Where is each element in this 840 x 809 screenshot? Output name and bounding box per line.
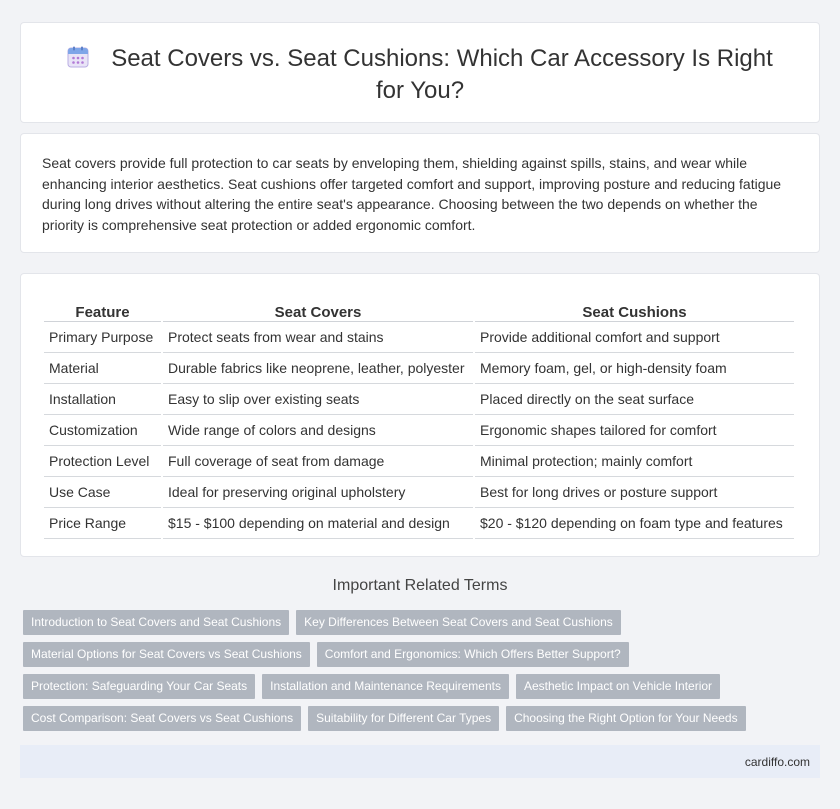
related-tag[interactable]: Protection: Safeguarding Your Car Seats	[23, 674, 255, 699]
related-tag[interactable]: Introduction to Seat Covers and Seat Cushions	[23, 610, 289, 635]
related-tags-row	[23, 642, 629, 667]
table-row	[44, 477, 794, 508]
related-terms-heading: Important Related Terms	[332, 577, 508, 594]
calendar-icon	[67, 46, 89, 68]
feature-cell: Primary Purpose	[44, 322, 161, 353]
seat-cushions-cell: Best for long drives or posture support	[475, 477, 794, 508]
feature-cell: Protection Level	[44, 446, 161, 477]
seat-covers-cell: Full coverage of seat from damage	[163, 446, 473, 477]
seat-covers-cell: Ideal for preserving original upholstery	[163, 477, 473, 508]
table-row	[44, 508, 794, 539]
seat-covers-cell: Easy to slip over existing seats	[163, 384, 473, 415]
related-tags-row	[23, 706, 746, 731]
table-header-row	[44, 294, 794, 322]
title-card	[20, 22, 820, 123]
related-tag[interactable]: Cost Comparison: Seat Covers vs Seat Cushions	[23, 706, 301, 731]
related-tag[interactable]: Material Options for Seat Covers vs Seat Cushions	[23, 642, 310, 667]
related-tag[interactable]: Comfort and Ergonomics: Which Offers Better Support?	[317, 642, 629, 667]
seat-covers-cell: Wide range of colors and designs	[163, 415, 473, 446]
table-row	[44, 353, 794, 384]
feature-cell: Use Case	[44, 477, 161, 508]
related-tag[interactable]: Choosing the Right Option for Your Needs	[506, 706, 745, 731]
table-row	[44, 446, 794, 477]
related-tag[interactable]: Aesthetic Impact on Vehicle Interior	[516, 674, 720, 699]
page-title: Seat Covers vs. Seat Cushions: Which Car Accessory Is Right for You?	[111, 45, 773, 104]
table-row	[44, 384, 794, 415]
feature-cell: Installation	[44, 384, 161, 415]
seat-cushions-cell: Provide additional comfort and support	[475, 322, 794, 353]
table-row	[44, 415, 794, 446]
intro-card	[20, 133, 820, 253]
feature-cell: Price Range	[44, 508, 161, 539]
footer	[20, 745, 820, 778]
related-tags-row	[23, 610, 621, 635]
page-title-wrap	[51, 43, 789, 107]
seat-covers-cell: Protect seats from wear and stains	[163, 322, 473, 353]
seat-cushions-cell: Minimal protection; mainly comfort	[475, 446, 794, 477]
header-feature: Feature	[44, 294, 161, 322]
comparison-table	[42, 294, 796, 539]
seat-covers-cell: $15 - $100 depending on material and design	[163, 508, 473, 539]
table-row	[44, 322, 794, 353]
related-tags-row	[23, 674, 720, 699]
intro-paragraph: Seat covers provide full protection to car seats by enveloping them, shielding against spills, stains, and wear while enhancing interior aesthetics. Seat cushions offer targeted comfort and support, improving posture and reducing fatigue during long drives without altering the entire seat's appearance. Choosing between the two depends on whether the priority is comprehensive seat protection or added ergonomic comfort.	[42, 155, 782, 233]
seat-cushions-cell: Placed directly on the seat surface	[475, 384, 794, 415]
seat-cushions-cell: Ergonomic shapes tailored for comfort	[475, 415, 794, 446]
related-tag[interactable]: Installation and Maintenance Requirements	[262, 674, 509, 699]
seat-cushions-cell: $20 - $120 depending on foam type and features	[475, 508, 794, 539]
footer-site-link[interactable]: cardiffo.com	[744, 755, 810, 769]
comparison-card	[20, 273, 820, 557]
seat-covers-cell: Durable fabrics like neoprene, leather, polyester	[163, 353, 473, 384]
seat-cushions-cell: Memory foam, gel, or high-density foam	[475, 353, 794, 384]
feature-cell: Customization	[44, 415, 161, 446]
header-seat-cushions: Seat Cushions	[475, 294, 794, 322]
related-tag[interactable]: Key Differences Between Seat Covers and Seat Cushions	[296, 610, 621, 635]
related-tag[interactable]: Suitability for Different Car Types	[308, 706, 499, 731]
feature-cell: Material	[44, 353, 161, 384]
header-seat-covers: Seat Covers	[163, 294, 473, 322]
